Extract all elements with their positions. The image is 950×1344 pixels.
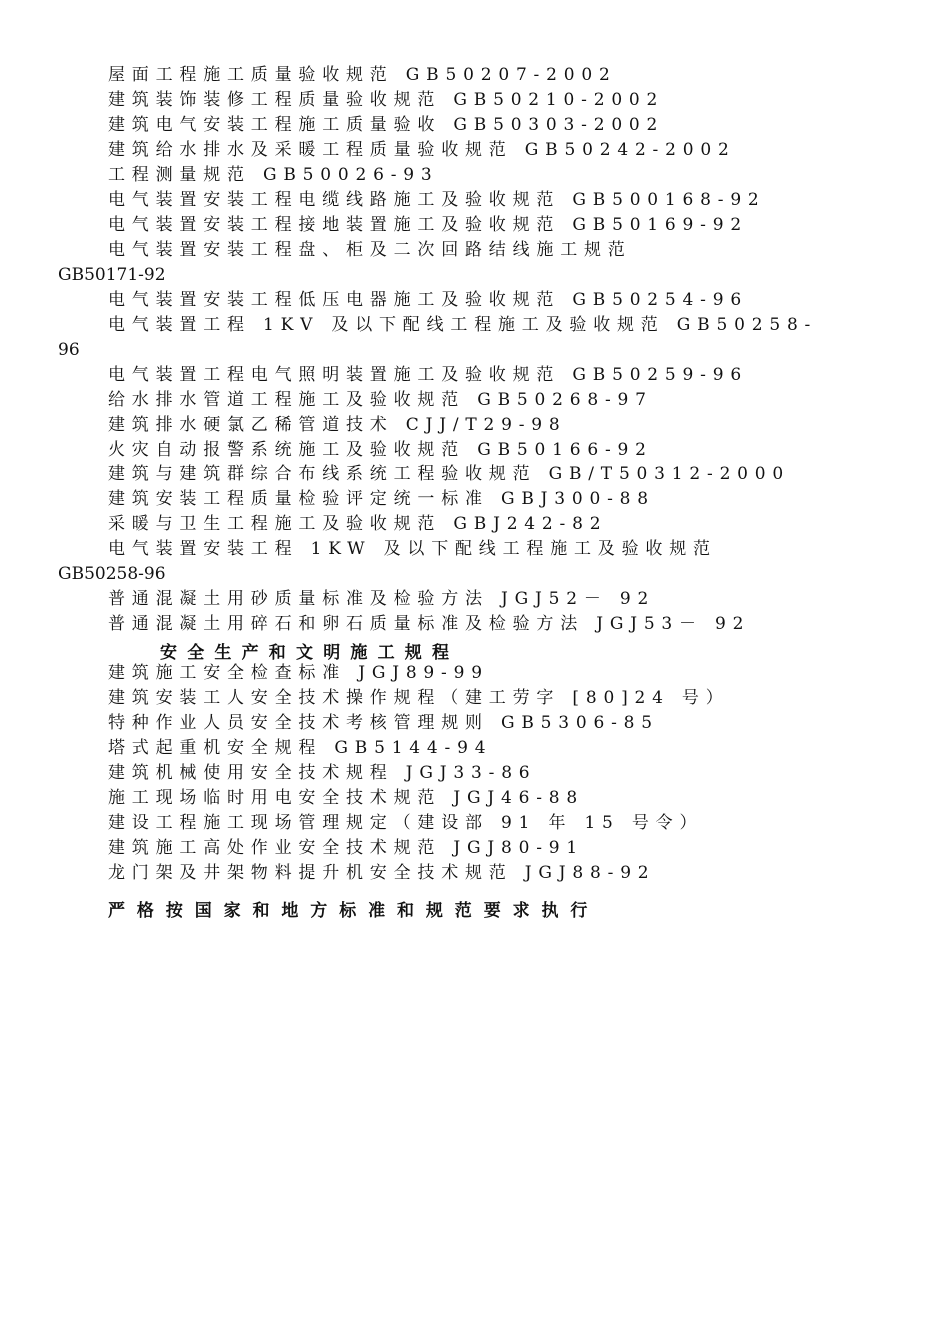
spec-line: 电气装置工程电气照明装置施工及验收规范 GB50259-96	[108, 365, 748, 385]
spec-line: 电气装置工程 1KV 及以下配线工程施工及验收规范 GB50258-	[108, 315, 818, 335]
spec-line: 建筑安装工程质量检验评定统一标准 GBJ300-88	[108, 489, 655, 509]
spec-line: 火灾自动报警系统施工及验收规范 GB50166-92	[108, 440, 653, 460]
spec-line: 电气装置安装工程 1KW 及以下配线工程施工及验收规范	[108, 539, 717, 559]
spec-line-continuation: GB50258-96	[58, 564, 166, 584]
spec-line: 屋面工程施工质量验收规范 GB50207-2002	[108, 65, 617, 85]
spec-line: 电气装置安装工程电缆线路施工及验收规范 GB500168-92	[108, 190, 766, 210]
safety-line: 塔式起重机安全规程 GB5144-94	[108, 738, 493, 758]
safety-line: 龙门架及井架物料提升机安全技术规范 JGJ88-92	[108, 863, 656, 883]
spec-line: 普通混凝土用砂质量标准及检验方法 JGJ52－ 92	[108, 589, 656, 609]
closing-statement: 严格按国家和地方标准和规范要求执行	[108, 901, 600, 921]
spec-line: 电气装置安装工程低压电器施工及验收规范 GB50254-96	[108, 290, 748, 310]
safety-line: 特种作业人员安全技术考核管理规则 GB5306-85	[108, 713, 659, 733]
safety-line: 建筑施工安全检查标准 JGJ89-99	[108, 663, 489, 683]
spec-line: 建筑电气安装工程施工质量验收 GB50303-2002	[108, 115, 665, 135]
safety-line: 建设工程施工现场管理规定（建设部 91 年 15 号令）	[108, 813, 704, 833]
section-heading: 安全生产和文明施工规程	[160, 643, 460, 663]
spec-line: 建筑给水排水及采暖工程质量验收规范 GB50242-2002	[108, 140, 736, 160]
safety-line: 建筑机械使用安全技术规程 JGJ33-86	[108, 763, 537, 783]
spec-line: 建筑排水硬氯乙稀管道技术 CJJ/T29-98	[108, 415, 567, 435]
safety-line: 施工现场临时用电安全技术规范 JGJ46-88	[108, 788, 585, 808]
spec-line-continuation: GB50171-92	[58, 265, 166, 285]
safety-line: 建筑安装工人安全技术操作规程（建工劳字 [80]24 号）	[108, 688, 730, 708]
spec-line: 采暖与卫生工程施工及验收规范 GBJ242-82	[108, 514, 608, 534]
spec-line: 建筑与建筑群综合布线系统工程验收规范 GB/T50312-2000	[108, 464, 791, 484]
spec-line: 电气装置安装工程盘、柜及二次回路结线施工规范	[108, 240, 632, 260]
safety-line: 建筑施工高处作业安全技术规范 JGJ80-91	[108, 838, 585, 858]
spec-line: 电气装置安装工程接地装置施工及验收规范 GB50169-92	[108, 215, 748, 235]
spec-line: 普通混凝土用碎石和卵石质量标准及检验方法 JGJ53－ 92	[108, 614, 751, 634]
spec-line: 工程测量规范 GB50026-93	[108, 165, 439, 185]
spec-line: 给水排水管道工程施工及验收规范 GB50268-97	[108, 390, 653, 410]
spec-line-continuation: 96	[58, 340, 80, 360]
spec-line: 建筑装饰装修工程质量验收规范 GB50210-2002	[108, 90, 665, 110]
